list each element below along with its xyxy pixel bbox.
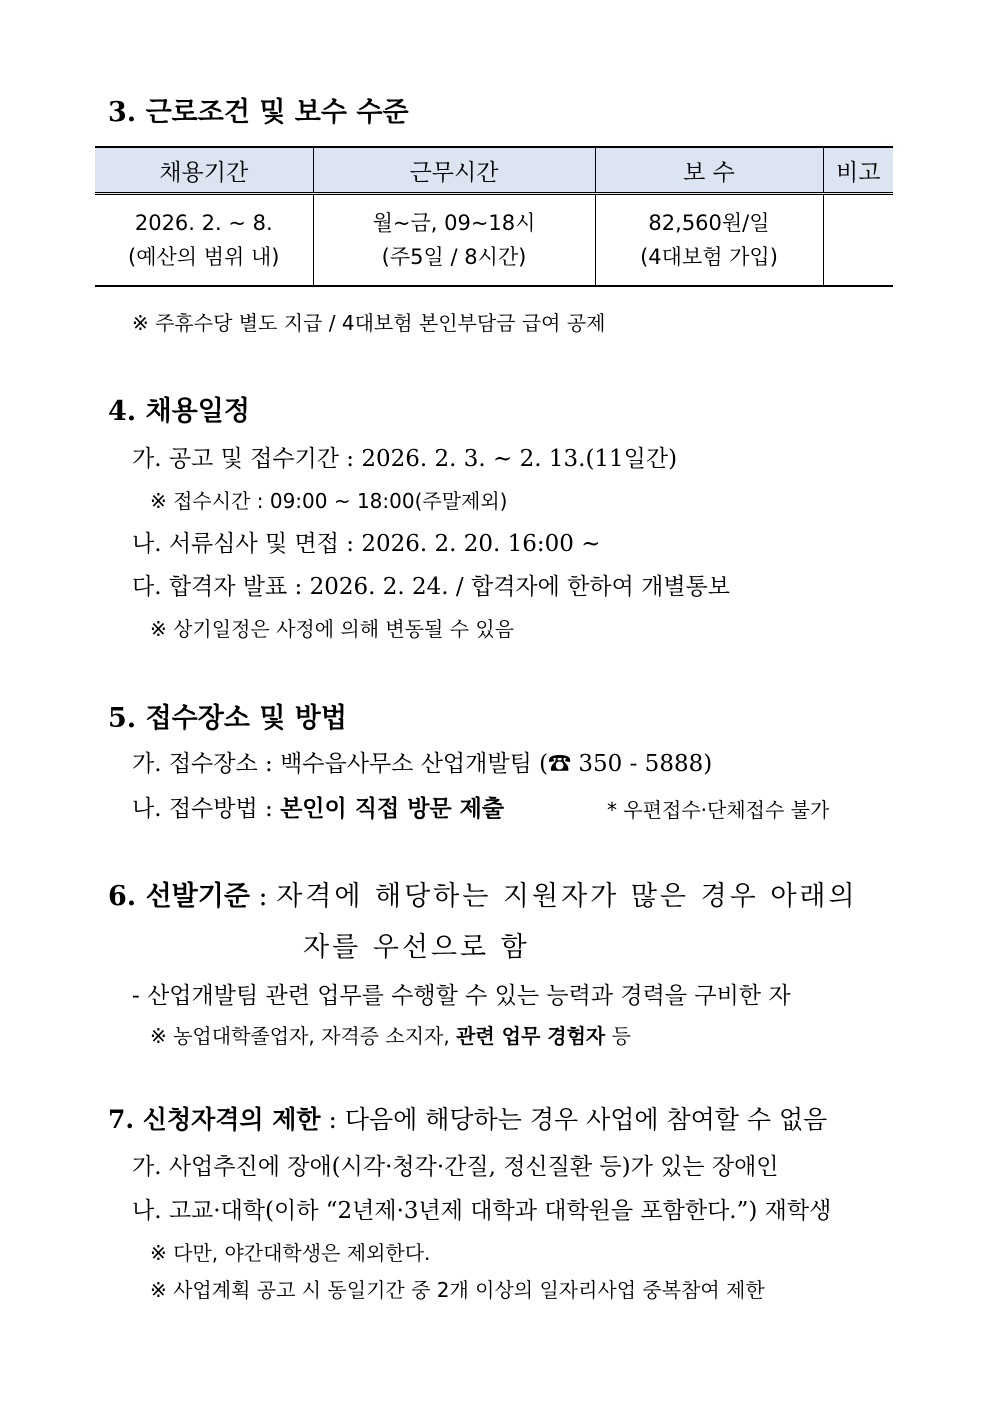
section6-title: 6. 선발기준 [108,881,250,912]
cell-pay: 82,560원/일 (4대보험 가입) [595,194,823,287]
section6-heading: 6. 선발기준 : 자격에 해당하는 지원자가 많은 경우 아래의 [108,881,858,912]
section3-footnote: ※ 주휴수당 별도 지급 / 4대보험 본인부담금 급여 공제 [132,311,606,335]
restriction-note-duplicate: ※ 사업계획 공고 시 동일기간 중 2개 이상의 일자리사업 중복참여 제한 [150,1278,765,1302]
cell-period: 2026. 2. ~ 8. (예산의 범위 내) [95,194,313,287]
method-note: * 우편접수·단체접수 불가 [607,798,830,822]
table-header-row [95,147,893,194]
selection-item: - 산업개발팀 관련 업무를 수행할 수 있는 능력과 경력을 구비한 자 [132,983,791,1009]
header-pay: 보 수 [595,147,823,194]
selection-note: ※ 농업대학졸업자, 자격증 소지자, 관련 업무 경험자 등 [150,1024,631,1048]
cell-note [823,194,893,287]
section7-heading: 7. 신청자격의 제한 : 다음에 해당하는 경우 사업에 참여할 수 없음 [108,1105,828,1134]
restriction-item-student: 나. 고교·대학(이하 “2년제·3년제 대학과 대학원을 포함한다.”) 재학생 [132,1198,832,1224]
reception-place: 가. 접수장소 : 백수읍사무소 산업개발팀 (☎ 350 - 5888) [132,751,713,777]
work-conditions-table [95,146,893,287]
schedule-item-result: 다. 합격자 발표 : 2026. 2. 24. / 합격자에 한하여 개별통보 [132,574,730,600]
restriction-note-night: ※ 다만, 야간대학생은 제외한다. [150,1241,431,1265]
header-period: 채용기간 [95,147,313,194]
schedule-item-interview: 나. 서류심사 및 면접 : 2026. 2. 20. 16:00 ~ [132,531,601,557]
restriction-item-disability: 가. 사업추진에 장애(시각·청각·간질, 정신질환 등)가 있는 장애인 [132,1154,779,1180]
header-hours: 근무시간 [313,147,595,194]
section4-title: 4. 채용일정 [108,396,250,427]
section7-title: 7. 신청자격의 제한 [108,1105,321,1134]
header-note: 비고 [823,147,893,194]
section6-line2: 자를 우선으로 함 [303,932,530,963]
schedule-note-hours: ※ 접수시간 : 09:00 ~ 18:00(주말제외) [150,489,508,513]
method-bold: 본인이 직접 방문 제출 [280,795,505,822]
cell-hours: 월~금, 09~18시 (주5일 / 8시간) [313,194,595,287]
section3-title: 3. 근로조건 및 보수 수준 [108,97,409,128]
reception-method: 나. 접수방법 : 본인이 직접 방문 제출 [132,795,505,822]
schedule-item-announce: 가. 공고 및 접수기간 : 2026. 2. 3. ~ 2. 13.(11일간) [132,446,678,472]
schedule-note-change: ※ 상기일정은 사정에 의해 변동될 수 있음 [150,617,515,641]
section5-title: 5. 접수장소 및 방법 [108,703,347,734]
table-row [95,194,893,287]
